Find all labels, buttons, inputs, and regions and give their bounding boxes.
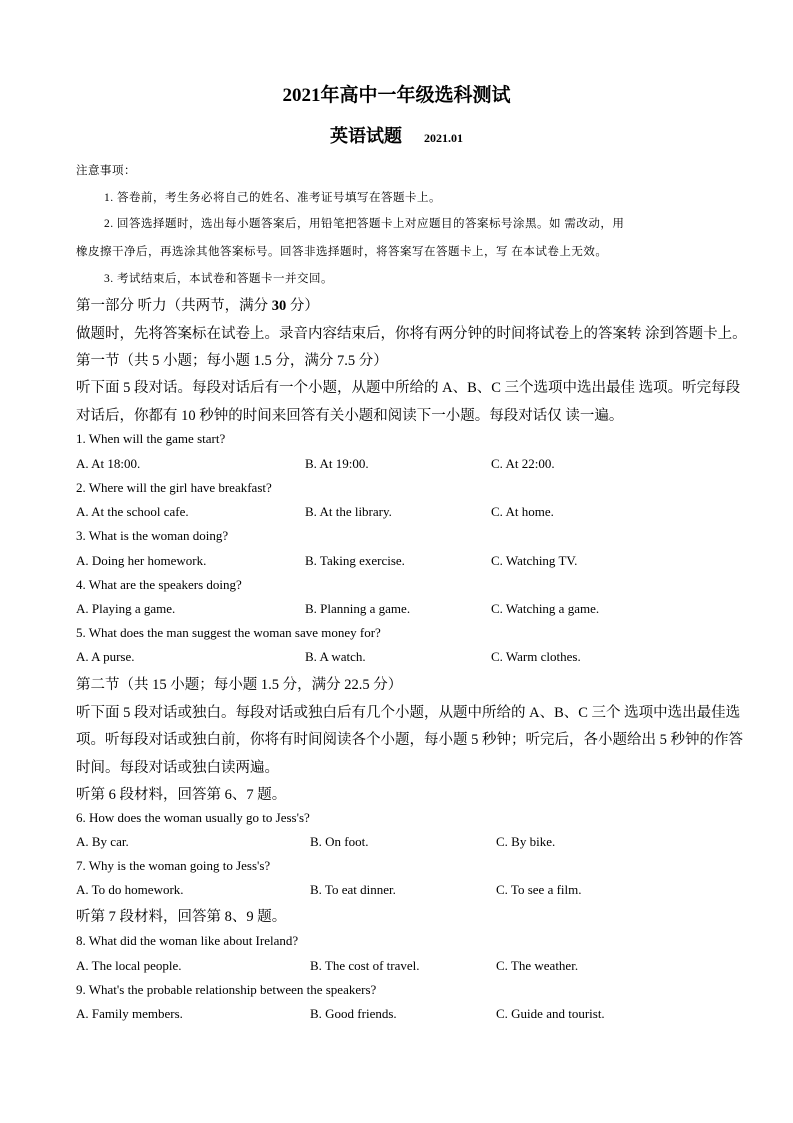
exam-date: 2021.01	[424, 131, 463, 145]
q8-option-c: C. The weather.	[496, 958, 579, 973]
q2-option-b: B. At the library.	[305, 504, 392, 519]
q4-option-a: A. Playing a game.	[76, 601, 176, 616]
notice-heading: 注意事项：	[76, 165, 136, 177]
notice-item-2-cont: 橡皮擦干净后，再选涂其他答案标号。回答非选择题时，将答案写在答题卡上，写 在本试卷上无效。	[76, 246, 608, 258]
question-3: 3. What is the woman doing?	[76, 528, 229, 543]
subject-title: 英语试题	[330, 126, 402, 146]
exam-title: 2021年高中一年级选科测试	[282, 85, 511, 106]
q5-option-c: C. Warm clothes.	[491, 649, 581, 664]
q1-option-a: A. At 18:00.	[76, 456, 141, 471]
q1-option-c: C. At 22:00.	[491, 456, 555, 471]
section2-instruction-2: 项。听每段对话或独白前，你将有时间阅读各个小题，每小题 5 秒钟；听完后，各小题给出 5 秒钟的作答	[76, 732, 743, 748]
q8-option-b: B. The cost of travel.	[310, 958, 420, 973]
q1-option-b: B. At 19:00.	[305, 456, 369, 471]
material-6-heading: 听第 6 段材料，回答第 6、7 题。	[76, 787, 287, 803]
question-9: 9. What's the probable relationship between the speakers?	[76, 982, 377, 997]
section1-instruction-1: 听下面 5 段对话。每段对话后有一个小题，从题中所给的 A、B、C 三个选项中选出最佳 选项。听完每段	[76, 380, 741, 396]
part1-heading: 第一部分 听力（共两节，满分 30 分）	[76, 298, 319, 314]
question-5: 5. What does the man suggest the woman save money for?	[76, 625, 381, 640]
section2-instruction-1: 听下面 5 段对话或独白。每段对话或独白后有几个小题，从题中所给的 A、B、C 三个 选项中选出最佳选	[76, 705, 741, 721]
section2-heading: 第二节（共 15 小题；每小题 1.5 分，满分 22.5 分）	[76, 677, 403, 693]
q6-option-c: C. By bike.	[496, 834, 556, 849]
q2-option-c: C. At home.	[491, 504, 554, 519]
question-1: 1. When will the game start?	[76, 431, 226, 446]
q5-option-b: B. A watch.	[305, 649, 366, 664]
q4-option-c: C. Watching a game.	[491, 601, 600, 616]
question-7: 7. Why is the woman going to Jess's?	[76, 858, 271, 873]
notice-item-3: 3. 考试结束后，本试卷和答题卡一并交回。	[104, 273, 333, 285]
q9-option-a: A. Family members.	[76, 1006, 183, 1021]
q5-option-a: A. A purse.	[76, 649, 135, 664]
q6-option-a: A. By car.	[76, 834, 129, 849]
q7-option-a: A. To do homework.	[76, 882, 184, 897]
part1-instruction: 做题时，先将答案标在试卷上。录音内容结束后，你将有两分钟的时间将试卷上的答案转 涂到答题卡上。	[76, 326, 747, 342]
question-4: 4. What are the speakers doing?	[76, 577, 242, 592]
q3-option-a: A. Doing her homework.	[76, 553, 207, 568]
material-7-heading: 听第 7 段材料，回答第 8、9 题。	[76, 909, 287, 925]
notice-item-1: 1. 答卷前，考生务必将自己的姓名、准考证号填写在答题卡上。	[104, 192, 441, 204]
q2-option-a: A. At the school cafe.	[76, 504, 189, 519]
q9-option-b: B. Good friends.	[310, 1006, 397, 1021]
q4-option-b: B. Planning a game.	[305, 601, 411, 616]
question-8: 8. What did the woman like about Ireland?	[76, 933, 299, 948]
section2-instruction-3: 时间。每段对话或独白读两遍。	[76, 760, 279, 776]
question-2: 2. Where will the girl have breakfast?	[76, 480, 272, 495]
section1-instruction-2: 对话后，你都有 10 秒钟的时间来回答有关小题和阅读下一小题。每段对话仅 读一遍。	[76, 408, 624, 424]
q9-option-c: C. Guide and tourist.	[496, 1006, 605, 1021]
question-6: 6. How does the woman usually go to Jess's?	[76, 810, 310, 825]
q3-option-b: B. Taking exercise.	[305, 553, 405, 568]
q3-option-c: C. Watching TV.	[491, 553, 578, 568]
q7-option-c: C. To see a film.	[496, 882, 582, 897]
notice-item-2: 2. 回答选择题时，选出每小题答案后，用铅笔把答题卡上对应题目的答案标号涂黑。如 需改动，用	[104, 218, 625, 230]
exam-subtitle	[0, 122, 793, 148]
q7-option-b: B. To eat dinner.	[310, 882, 396, 897]
q6-option-b: B. On foot.	[310, 834, 369, 849]
section1-heading: 第一节（共 5 小题；每小题 1.5 分，满分 7.5 分）	[76, 353, 388, 369]
q8-option-a: A. The local people.	[76, 958, 182, 973]
